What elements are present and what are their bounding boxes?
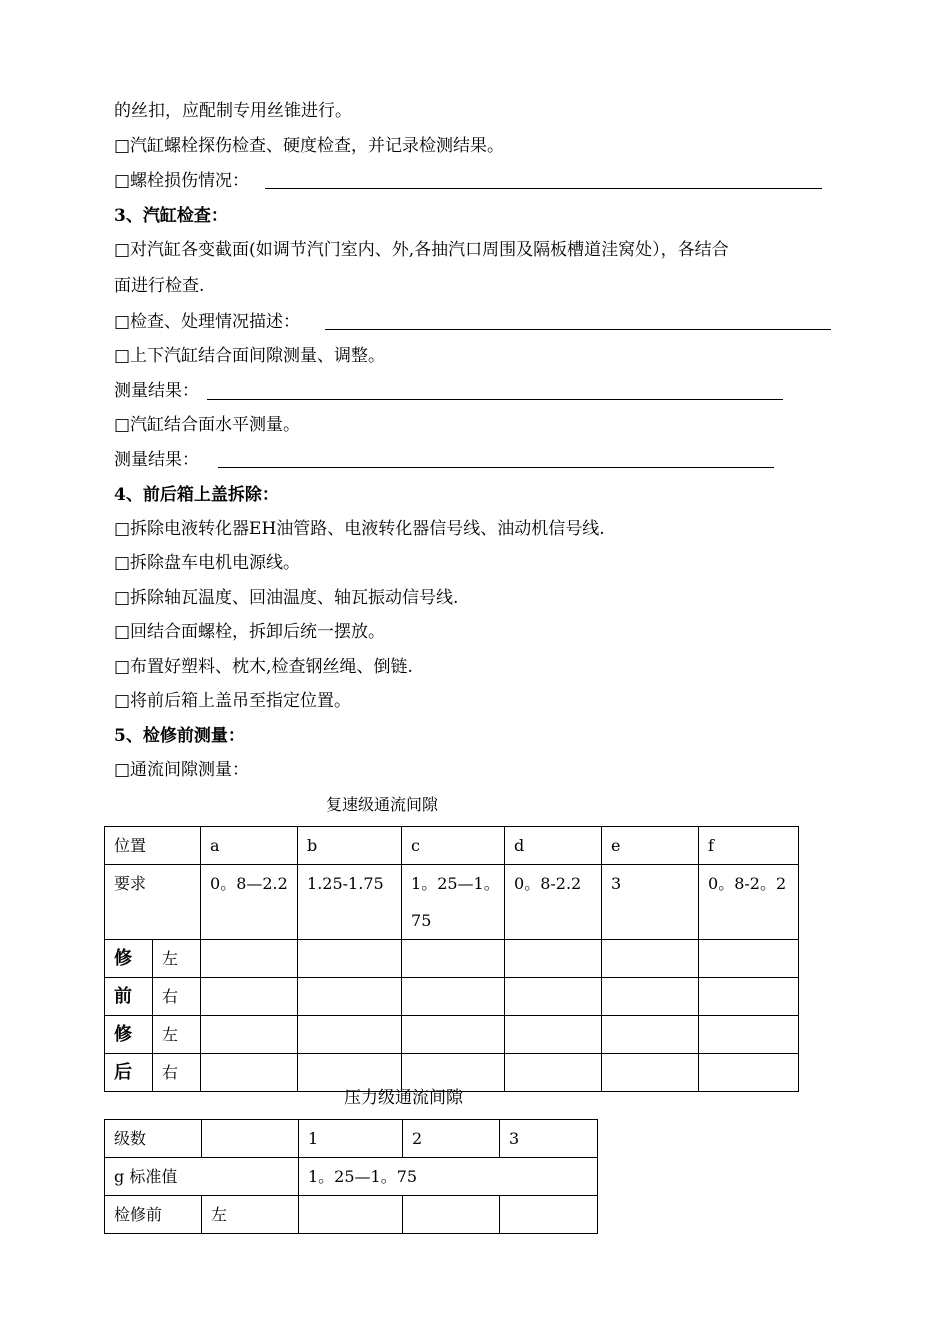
after-left-label: 左 <box>153 1016 201 1054</box>
after-left-f[interactable] <box>699 1016 799 1054</box>
after-left-d[interactable] <box>505 1016 602 1054</box>
after-char-1: 修 <box>105 1016 153 1054</box>
check-item-joint-gap: □上下汽缸结合面间隙测量、调整。 <box>114 346 386 366</box>
before-left-f[interactable] <box>699 940 799 978</box>
measurement-result-label-1: 测量结果： <box>114 381 199 401</box>
description-fill-line <box>325 329 831 330</box>
check-item-motor-power: □拆除盘车电机电源线。 <box>114 553 301 573</box>
after-right-c[interactable] <box>402 1054 505 1092</box>
table2-caption: 压力级通流间隙 <box>344 1088 463 1108</box>
t2-std-label: g 标准值 <box>105 1158 299 1196</box>
check-item-joint-bolts: □回结合面螺栓，拆卸后统一摆放。 <box>114 622 386 642</box>
check-item-cylinder-sections: □对汽缸各变截面(如调节汽门室内、外,各抽汽口周围及隔板槽道洼窝处），各结合 <box>114 240 729 260</box>
req-d: 0。8-2.2 <box>505 865 602 940</box>
check-item-lift-cover: □将前后箱上盖吊至指定位置。 <box>114 691 352 711</box>
table1-caption: 复速级通流间隙 <box>326 795 439 814</box>
check-item-eh-lines: □拆除电液转化器EH油管路、电液转化器信号线、油动机信号线. <box>114 519 605 539</box>
check-item-joint-level: □汽缸结合面水平测量。 <box>114 415 301 435</box>
header-c: c <box>402 827 505 865</box>
section-heading-5: 5、检修前测量： <box>114 726 245 746</box>
before-right-e[interactable] <box>602 978 699 1016</box>
after-left-b[interactable] <box>298 1016 402 1054</box>
req-f: 0。8-2。2 <box>699 865 799 940</box>
check-item-description: □检查、处理情况描述： <box>114 312 301 332</box>
after-left-c[interactable] <box>402 1016 505 1054</box>
check-item-bolt-inspection: □汽缸螺栓探伤检查、硬度检查，并记录检测结果。 <box>114 136 505 156</box>
header-position: 位置 <box>105 827 201 865</box>
after-left-e[interactable] <box>602 1016 699 1054</box>
before-char-2: 前 <box>105 978 153 1016</box>
text-line-continuation: 面进行检查. <box>114 276 205 296</box>
after-right-a[interactable] <box>201 1054 298 1092</box>
header-d: d <box>505 827 602 865</box>
after-char-2: 后 <box>105 1054 153 1092</box>
req-a: 0。8—2.2 <box>201 865 298 940</box>
text-line-1: 的丝扣，应配制专用丝锥进行。 <box>114 101 352 121</box>
check-item-signal-lines: □拆除轴瓦温度、回油温度、轴瓦振动信号线. <box>114 588 459 608</box>
before-left-label: 左 <box>153 940 201 978</box>
measurement-result-label-2: 测量结果： <box>114 450 199 470</box>
before-left-b[interactable] <box>298 940 402 978</box>
section-heading-3: 3、汽缸检查： <box>114 206 228 226</box>
after-right-label: 右 <box>153 1054 201 1092</box>
measurement-result-fill-1 <box>207 399 783 400</box>
t2-before-left-2[interactable] <box>403 1196 500 1234</box>
header-e: e <box>602 827 699 865</box>
before-char-1: 修 <box>105 940 153 978</box>
before-left-d[interactable] <box>505 940 602 978</box>
before-right-c[interactable] <box>402 978 505 1016</box>
after-left-a[interactable] <box>201 1016 298 1054</box>
before-right-d[interactable] <box>505 978 602 1016</box>
t2-header-3: 3 <box>500 1120 598 1158</box>
before-right-a[interactable] <box>201 978 298 1016</box>
after-right-b[interactable] <box>298 1054 402 1092</box>
table-pressure-stage-gap <box>104 1119 598 1234</box>
req-label: 要求 <box>105 865 201 940</box>
measurement-result-fill-2 <box>218 467 774 468</box>
t2-left-label: 左 <box>202 1196 299 1234</box>
bolt-damage-fill-line <box>265 188 822 189</box>
after-right-d[interactable] <box>505 1054 602 1092</box>
header-a: a <box>201 827 298 865</box>
before-right-f[interactable] <box>699 978 799 1016</box>
before-right-b[interactable] <box>298 978 402 1016</box>
check-item-flow-gap: □通流间隙测量： <box>114 760 250 780</box>
t2-header-1: 1 <box>299 1120 403 1158</box>
header-b: b <box>298 827 402 865</box>
header-f: f <box>699 827 799 865</box>
req-c: 1。25—1。75 <box>402 865 505 940</box>
t2-before-left-3[interactable] <box>500 1196 598 1234</box>
section-heading-4: 4、前后箱上盖拆除： <box>114 485 279 505</box>
check-item-bolt-damage: □螺栓损伤情况： <box>114 171 250 191</box>
before-left-c[interactable] <box>402 940 505 978</box>
t2-header-stage: 级数 <box>105 1120 202 1158</box>
t2-before-label: 检修前 <box>105 1196 202 1234</box>
after-right-e[interactable] <box>602 1054 699 1092</box>
check-item-rigging: □布置好塑料、枕木,检查钢丝绳、倒链. <box>114 657 413 677</box>
after-right-f[interactable] <box>699 1054 799 1092</box>
before-left-e[interactable] <box>602 940 699 978</box>
req-b: 1.25-1.75 <box>298 865 402 940</box>
req-e: 3 <box>602 865 699 940</box>
t2-std-value: 1。25—1。75 <box>299 1158 598 1196</box>
t2-before-left-1[interactable] <box>299 1196 403 1234</box>
table-compound-stage-gap <box>104 826 799 1092</box>
before-right-label: 右 <box>153 978 201 1016</box>
t2-header-2: 2 <box>403 1120 500 1158</box>
t2-header-blank <box>202 1120 299 1158</box>
before-left-a[interactable] <box>201 940 298 978</box>
